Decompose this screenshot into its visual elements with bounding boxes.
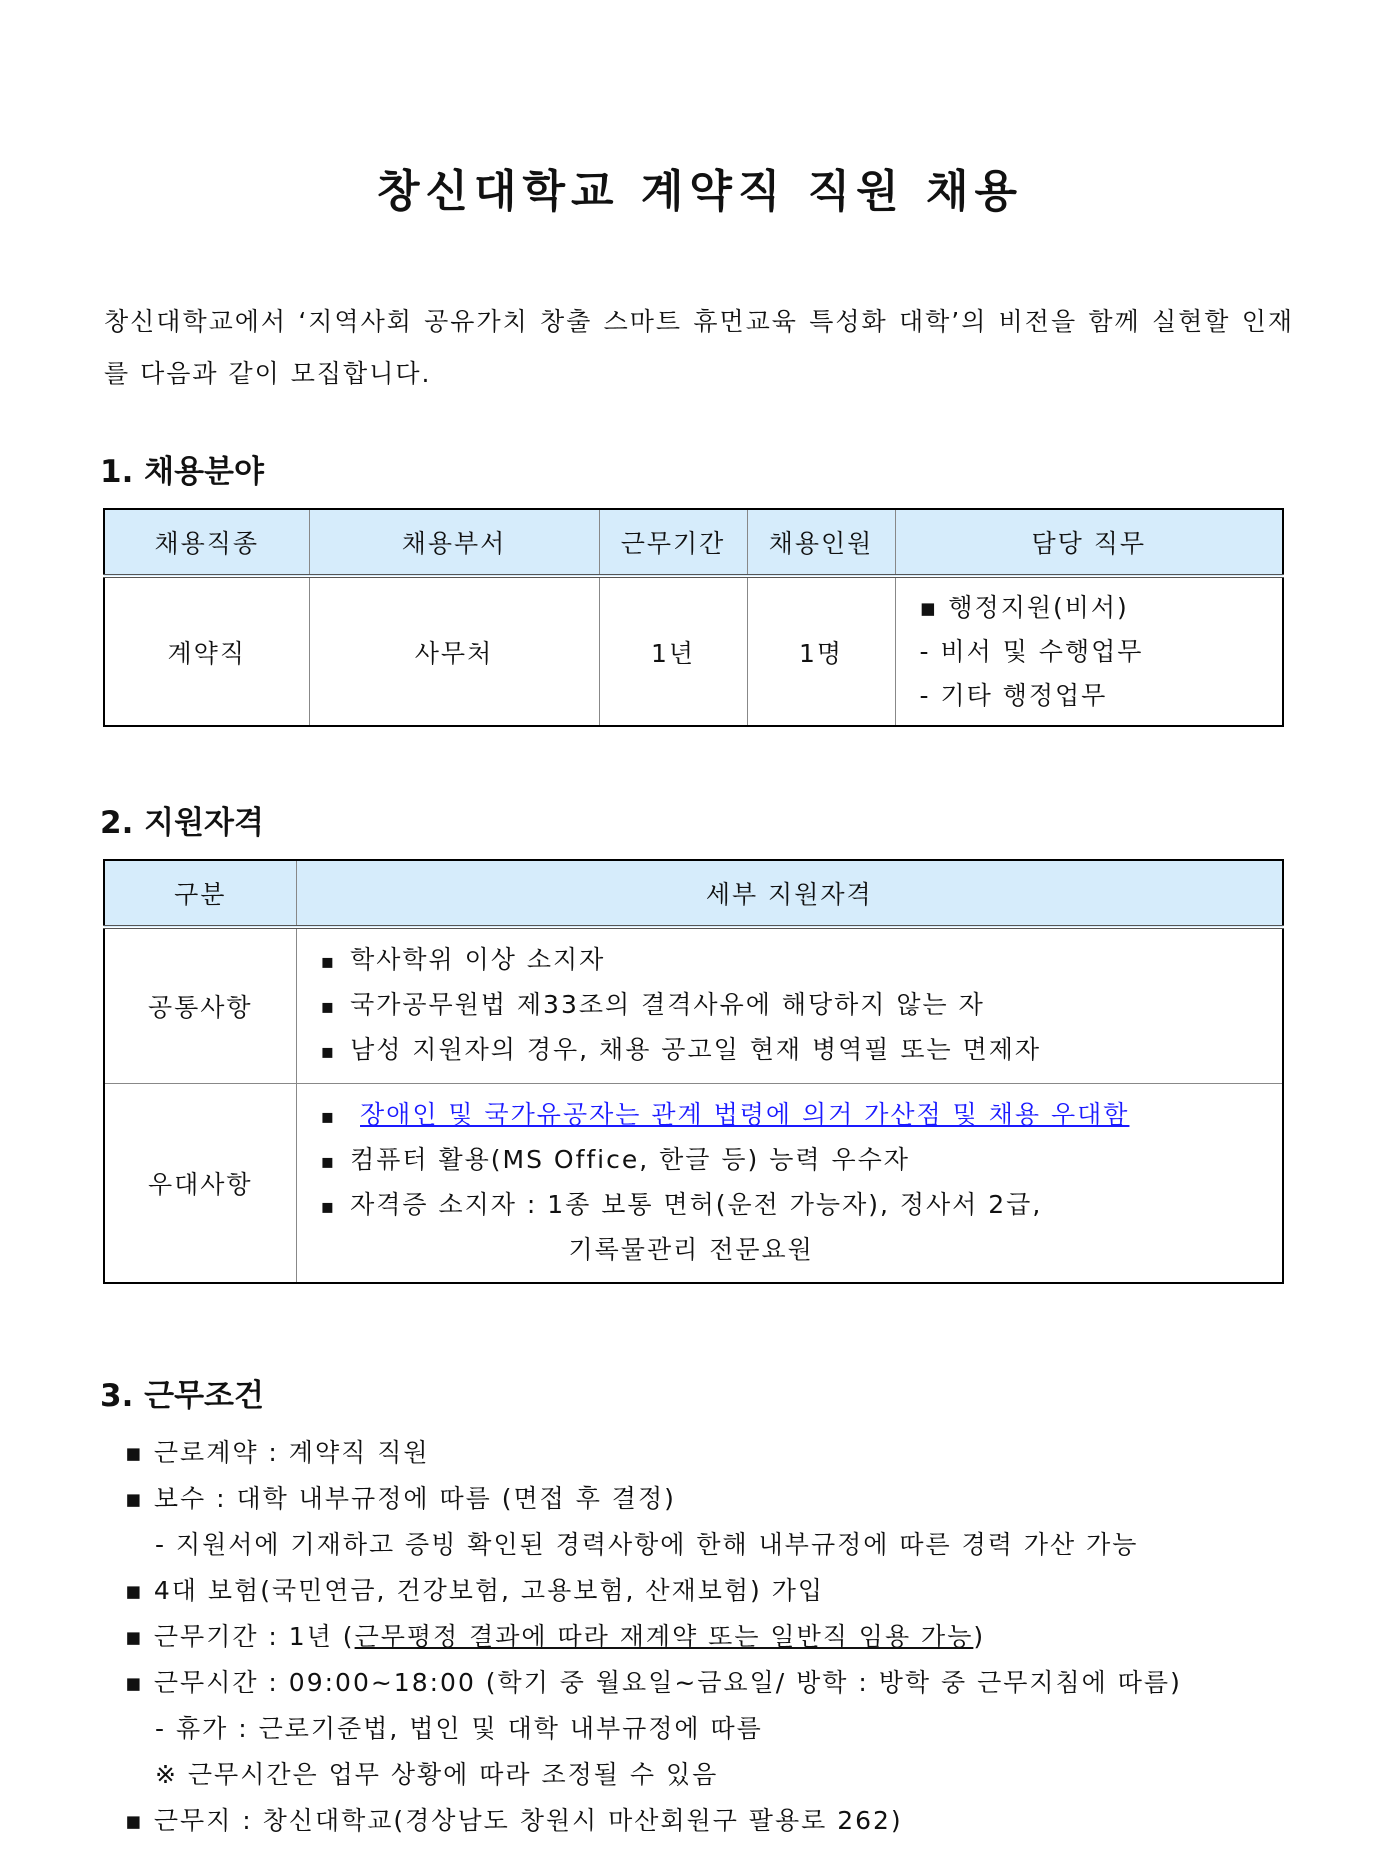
section-heading-qualifications: 2. 지원자격 xyxy=(100,805,264,841)
duty-item: - 기타 행정업무 xyxy=(919,680,1108,710)
duty-item: ▪ 행정지원(비서) xyxy=(919,592,1129,622)
requirement-item: ▪ 국가공무원법 제33조의 결격사유에 해당하지 않는 자 xyxy=(321,983,1283,1028)
list-item: - 휴가 : 근로기준법, 법인 및 대학 내부규정에 따름 xyxy=(155,1714,763,1743)
duties-cell xyxy=(895,576,1283,726)
section-heading-conditions: 3. 근무조건 xyxy=(100,1378,264,1414)
table-header-row xyxy=(104,509,1283,576)
preference-item xyxy=(321,1093,1283,1138)
table-row xyxy=(104,1083,1283,1283)
list-item: ▪ 보수 : 대학 내부규정에 따름 (면접 후 결정) xyxy=(125,1484,676,1513)
note-item: ※ 근무시간은 업무 상황에 따라 조정될 수 있음 xyxy=(155,1760,719,1789)
column-header: 채용직종 xyxy=(104,509,309,576)
list-item-text: ) xyxy=(973,1622,986,1651)
preference-link[interactable]: 장애인 및 국가유공자는 관계 법령에 의거 가산점 및 채용 우대함 xyxy=(360,1100,1130,1130)
preference-item: ▪ 컴퓨터 활용(MS Office, 한글 등) 능력 우수자 xyxy=(321,1138,1283,1183)
table-row xyxy=(104,927,1283,1083)
work-period-cell: 1년 xyxy=(599,576,747,726)
list-item: ▪ 근무지 : 창신대학교(경상남도 창원시 마산회원구 팔용로 262) xyxy=(125,1806,903,1835)
column-header: 구분 xyxy=(104,860,296,927)
page-title: 창신대학교 계약직 직원 채용 xyxy=(376,166,1023,217)
list-item-text: ▪ 근무기간 : 1년 ( xyxy=(125,1622,355,1651)
preference-item: ▪ 자격증 소지자 : 1종 보통 면허(운전 가능자), 정사서 2급, xyxy=(321,1183,1283,1228)
section-heading-positions: 1. 채용분야 xyxy=(100,454,264,490)
requirement-item: ▪ 남성 지원자의 경우, 채용 공고일 현재 병역필 또는 면제자 xyxy=(321,1028,1283,1073)
intro-paragraph: 창신대학교에서 ‘지역사회 공유가치 창출 스마트 휴먼교육 특성화 대학’의 비전을 함께 실현할 인재를 다음과 같이 모집합니다. xyxy=(104,307,1294,388)
category-cell: 우대사항 xyxy=(104,1083,296,1283)
qualifications-table xyxy=(103,859,1284,1284)
headcount-cell: 1명 xyxy=(747,576,895,726)
category-cell: 공통사항 xyxy=(104,927,296,1083)
list-item: ▪ 4대 보험(국민연금, 건강보험, 고용보험, 산재보험) 가입 xyxy=(125,1576,825,1605)
column-header: 세부 지원자격 xyxy=(296,860,1283,927)
positions-table xyxy=(103,508,1284,727)
duty-item: - 비서 및 수행업무 xyxy=(919,636,1144,666)
table-header-row xyxy=(104,860,1283,927)
preference-continuation: 기록물관리 전문요원 xyxy=(568,1235,814,1265)
column-header: 담당 직무 xyxy=(895,509,1283,576)
common-requirements-cell xyxy=(296,927,1283,1083)
list-item xyxy=(125,1614,1182,1660)
column-header: 채용인원 xyxy=(747,509,895,576)
column-header: 근무기간 xyxy=(599,509,747,576)
conditions-list xyxy=(125,1430,1182,1844)
preferred-requirements-cell xyxy=(296,1083,1283,1283)
job-type-cell: 계약직 xyxy=(104,576,309,726)
requirement-item: ▪ 학사학위 이상 소지자 xyxy=(321,938,1283,983)
list-item: ▪ 근무시간 : 09:00~18:00 (학기 중 월요일~금요일/ 방학 : 방학 중 근무지침에 따름) xyxy=(125,1668,1182,1697)
underlined-text: 근무평정 결과에 따라 재계약 또는 일반직 임용 가능 xyxy=(354,1622,974,1651)
list-item: - 지원서에 기재하고 증빙 확인된 경력사항에 한해 내부규정에 따른 경력 가산 가능 xyxy=(155,1530,1139,1559)
department-cell: 사무처 xyxy=(309,576,599,726)
column-header: 채용부서 xyxy=(309,509,599,576)
list-item: ▪ 근로계약 : 계약직 직원 xyxy=(125,1438,430,1467)
table-row xyxy=(104,576,1283,726)
